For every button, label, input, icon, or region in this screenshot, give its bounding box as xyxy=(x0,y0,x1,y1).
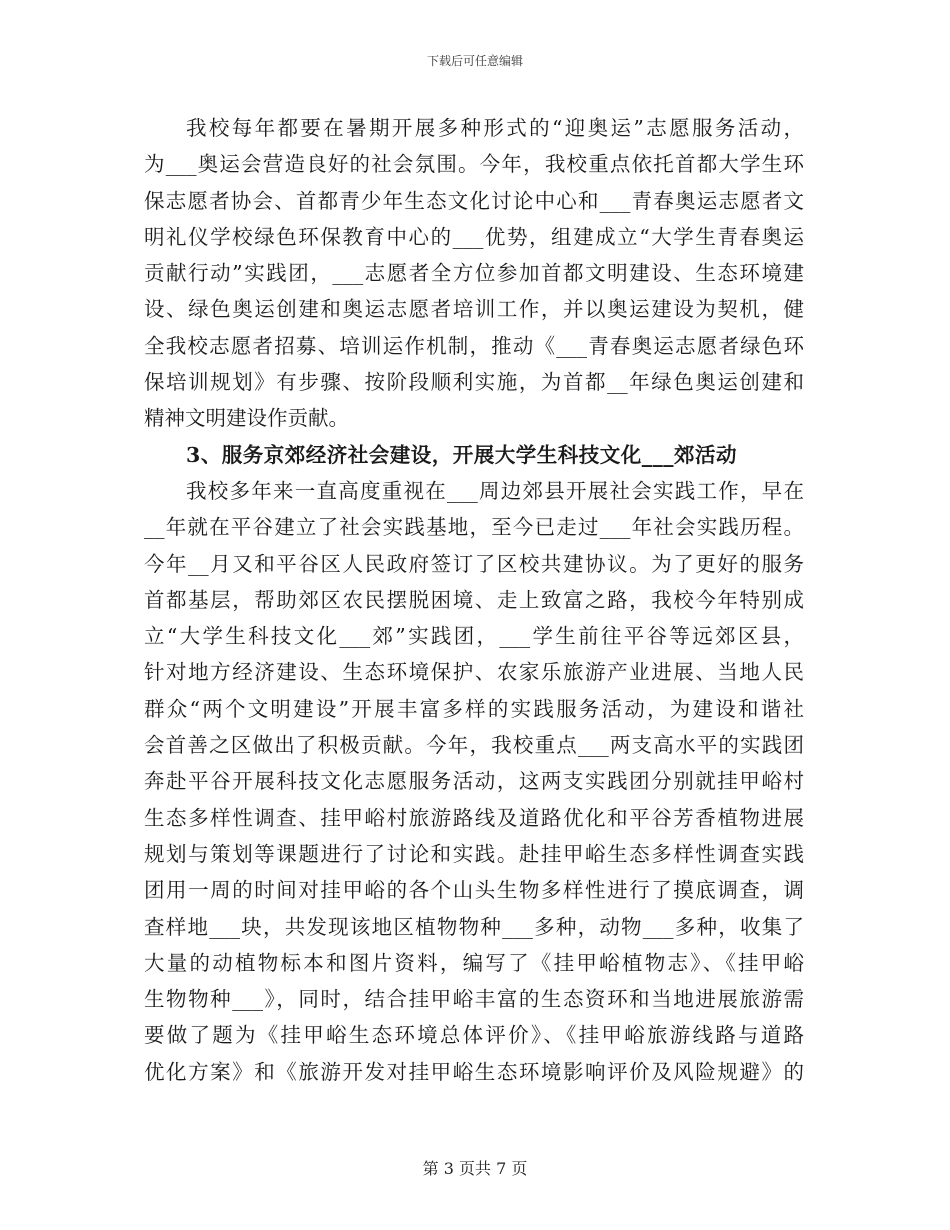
paragraph-1-line: 保培训规划》有步骤、按阶段顺利实施，为首都__年绿色奥运创建和 xyxy=(144,370,804,395)
paragraph-1-line: 保志愿者协会、首都青少年生态文化讨论中心和___青春奥运志愿者文 xyxy=(144,188,804,213)
paragraph-1-line: 设、绿色奥运创建和奥运志愿者培训工作，并以奥运建设为契机，健 xyxy=(144,297,804,322)
page-footer: 第 3 页共 7 页 xyxy=(422,1159,528,1178)
paragraph-1-line: 精神文明建设作贡献。 xyxy=(144,406,349,431)
paragraph-1-line: 我校每年都要在暑期开展多种形式的“迎奥运”志愿服务活动， xyxy=(186,116,804,140)
paragraph-2-line: 针对地方经济建设、生态环境保护、农家乐旅游产业进展、当地人民 xyxy=(144,660,804,685)
paragraph-1-line: 全我校志愿者招募、培训运作机制，推动《___青春奥运志愿者绿色环 xyxy=(144,333,804,358)
paragraph-2-line: 大量的动植物标本和图片资料，编写了《挂甲峪植物志》、《挂甲峪 xyxy=(144,950,804,975)
paragraph-2-line: 首都基层，帮助郊区农民摆脱困境、走上致富之路，我校今年特别成 xyxy=(144,587,804,612)
paragraph-2-line: 今年__月又和平谷区人民政府签订了区校共建协议。为了更好的服务 xyxy=(144,551,804,576)
paragraph-2-line: 团用一周的时间对挂甲峪的各个山头生物多样性进行了摸底调查，调 xyxy=(144,878,804,903)
paragraph-2-line: 会首善之区做出了积极贡献。今年，我校重点___两支高水平的实践团 xyxy=(144,733,804,758)
paragraph-1-line: 明礼仪学校绿色环保教育中心的___优势，组建成立“大学生青春奥运 xyxy=(144,224,804,249)
paragraph-2-line: 群众“两个文明建设”开展丰富多样的实践服务活动，为建设和谐社 xyxy=(144,696,804,721)
page-header: 下载后可任意编辑 xyxy=(426,54,523,68)
paragraph-1-line: 为___奥运会营造良好的社会氛围。今年，我校重点依托首都大学生环 xyxy=(144,152,804,177)
paragraph-2-line: __年就在平谷建立了社会实践基地，至今已走过___年社会实践历程。 xyxy=(144,515,804,540)
paragraph-2-line: 奔赴平谷开展科技文化志愿服务活动，这两支实践团分别就挂甲峪村 xyxy=(144,769,804,794)
document-body xyxy=(144,110,804,1090)
paragraph-2-line: 生态多样性调查、挂甲峪村旅游路线及道路优化和平谷芳香植物进展 xyxy=(144,805,804,830)
paragraph-1-line: 贡献行动”实践团，___志愿者全方位参加首都文明建设、生态环境建 xyxy=(144,261,804,286)
paragraph-2-line: 立“大学生科技文化___郊”实践团，___学生前往平谷等远郊区县， xyxy=(144,624,804,649)
paragraph-2-line: 优化方案》和《旅游开发对挂甲峪生态环境影响评价及风险规避》的 xyxy=(144,1059,804,1084)
paragraph-2-line: 查样地___块，共发现该地区植物物种___多种，动物___多种，收集了 xyxy=(144,914,804,939)
paragraph-2-line: 生物物种___》，同时，结合挂甲峪丰富的生态资环和当地进展旅游需 xyxy=(144,987,804,1012)
paragraph-2-line: 要做了题为《挂甲峪生态环境总体评价》、《挂甲峪旅游线路与道路 xyxy=(144,1023,804,1048)
section-heading: 3、服务京郊经济社会建设，开展大学生科技文化___郊活动 xyxy=(186,442,738,467)
paragraph-2-line: 我校多年来一直高度重视在___周边郊县开展社会实践工作，早在 xyxy=(186,478,804,503)
paragraph-2-line: 规划与策划等课题进行了讨论和实践。赴挂甲峪生态多样性调查实践 xyxy=(144,841,804,866)
